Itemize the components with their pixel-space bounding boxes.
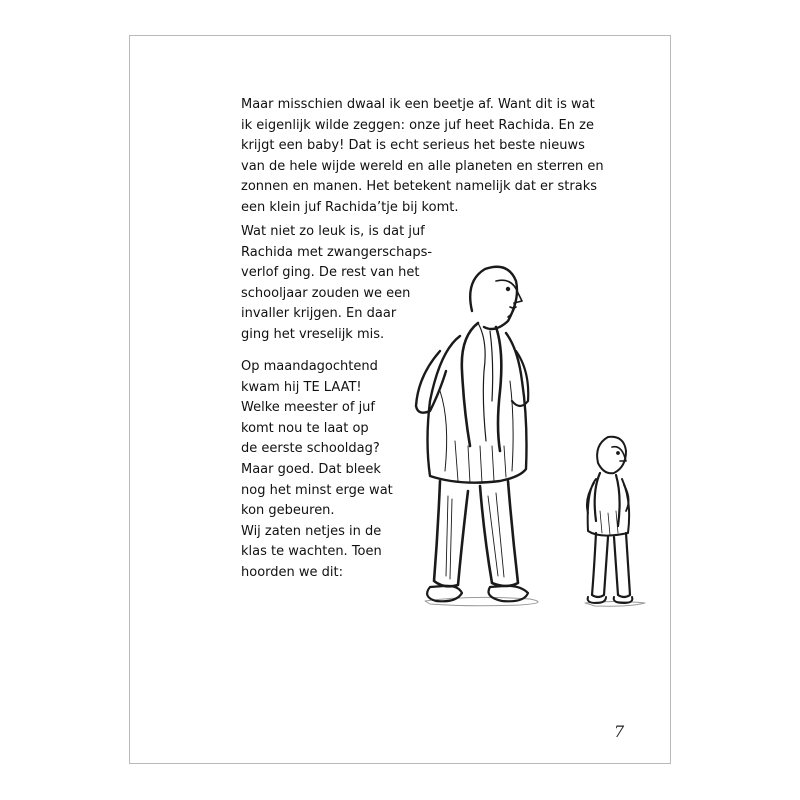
text-line: de eerste schooldag? [241, 441, 380, 457]
book-page [129, 35, 671, 764]
text-line: ik eigenlijk wilde zeggen: onze juf heet Rachida. En ze [241, 117, 594, 133]
text-line: Rachida met zwangerschaps- [241, 244, 433, 260]
teacher-and-child-illustration [400, 241, 670, 616]
text-line: ging het vreselijk mis. [241, 326, 385, 342]
text-line: Wij zaten netjes in de [241, 523, 382, 539]
text-line: kwam hij TE LAAT! [241, 379, 362, 395]
text-line: komt nou te laat op [241, 420, 369, 436]
text-line: schooljaar zouden we een [241, 285, 411, 301]
text-line: hoorden we dit: [241, 564, 343, 580]
text-line: verlof ging. De rest van het [241, 265, 420, 281]
ground-shadow [425, 597, 645, 606]
paragraph-1 [241, 95, 604, 219]
text-line: krijgt een baby! Dat is echt serieus het beste nieuws [241, 138, 585, 154]
text-line: nog het minst erge wat [241, 482, 393, 498]
text-line: Wat niet zo leuk is, is dat juf [241, 224, 425, 239]
text-line: een klein juf Rachida’tje bij komt. [241, 199, 459, 215]
child-figure [587, 437, 632, 603]
teacher-and-child-sketch-icon [400, 241, 670, 616]
text-line: van de hele wijde wereld en alle planeten en sterren en [241, 158, 604, 174]
text-line: Op maandagochtend [241, 359, 378, 374]
text-line: klas te wachten. Toen [241, 544, 382, 560]
page-number: 7 [614, 722, 625, 741]
text-line: Maar goed. Dat bleek [241, 461, 381, 477]
paragraph-3 [241, 357, 393, 584]
text-line: kon gebeuren. [241, 503, 335, 519]
text-line: Welke meester of juf [241, 400, 375, 416]
text-line: invaller krijgen. En daar [241, 306, 397, 322]
text-line: Maar misschien dwaal ik een beetje af. Want dit is wat [241, 97, 595, 112]
text-line: zonnen en manen. Het betekent namelijk dat er straks [241, 179, 598, 195]
teacher-figure [416, 267, 528, 602]
